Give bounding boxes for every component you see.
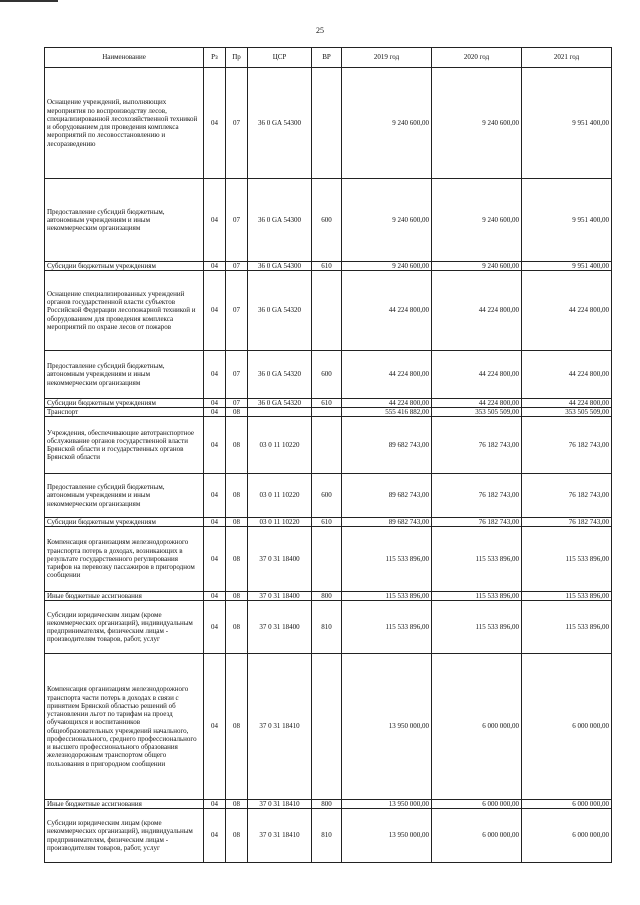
- row-csr: 03 0 11 10220: [248, 518, 312, 527]
- top-rule: [0, 0, 58, 2]
- row-vr: 610: [312, 399, 342, 408]
- row-2020: 44 224 800,00: [432, 399, 522, 408]
- header-2021: 2021 год: [522, 48, 612, 68]
- row-pr: 07: [226, 179, 248, 262]
- row-pr: 07: [226, 68, 248, 179]
- row-vr: 610: [312, 262, 342, 271]
- row-2021: 6 000 000,00: [522, 800, 612, 809]
- row-2020: 6 000 000,00: [432, 800, 522, 809]
- header-2019: 2019 год: [342, 48, 432, 68]
- row-name: Субсидии бюджетным учреждениям: [45, 262, 204, 271]
- row-2021: 353 505 509,00: [522, 408, 612, 417]
- row-vr: 810: [312, 809, 342, 863]
- row-csr: [248, 408, 312, 417]
- row-csr: 36 0 GA 54320: [248, 399, 312, 408]
- row-2021: 44 224 800,00: [522, 271, 612, 351]
- row-vr: [312, 654, 342, 800]
- row-pr: 08: [226, 592, 248, 601]
- row-2019: 89 682 743,00: [342, 417, 432, 474]
- row-rz: 04: [204, 179, 226, 262]
- row-pr: 08: [226, 800, 248, 809]
- row-2020: 6 000 000,00: [432, 809, 522, 863]
- row-2021: 76 182 743,00: [522, 518, 612, 527]
- row-2021: 44 224 800,00: [522, 351, 612, 399]
- row-name: Транспорт: [45, 408, 204, 417]
- row-2019: 44 224 800,00: [342, 351, 432, 399]
- table-row: [45, 800, 612, 809]
- row-pr: 08: [226, 417, 248, 474]
- row-2019: 115 533 896,00: [342, 592, 432, 601]
- row-csr: 36 0 GA 54300: [248, 179, 312, 262]
- table-row: [45, 654, 612, 800]
- budget-table: [44, 47, 612, 863]
- row-name: Предоставление субсидий бюджетным, автономным учреждениям и иным некоммерческим организациям: [45, 179, 204, 262]
- table-row: [45, 417, 612, 474]
- row-2019: 115 533 896,00: [342, 527, 432, 592]
- table-row: [45, 179, 612, 262]
- table-row: [45, 399, 612, 408]
- row-vr: [312, 68, 342, 179]
- row-2020: 115 533 896,00: [432, 601, 522, 654]
- row-csr: 37 0 31 18410: [248, 800, 312, 809]
- row-vr: 810: [312, 601, 342, 654]
- row-rz: 04: [204, 527, 226, 592]
- row-csr: 36 0 GA 54320: [248, 271, 312, 351]
- row-rz: 04: [204, 601, 226, 654]
- row-vr: [312, 527, 342, 592]
- row-vr: 800: [312, 592, 342, 601]
- row-rz: 04: [204, 68, 226, 179]
- row-2020: 9 240 600,00: [432, 179, 522, 262]
- row-2021: 44 224 800,00: [522, 399, 612, 408]
- row-2021: 115 533 896,00: [522, 592, 612, 601]
- row-rz: 04: [204, 262, 226, 271]
- row-name: Субсидии юридическим лицам (кроме некоммерческих организаций), индивидуальным предпринимателям, физическим лицам - производителям товаров, работ, услуг: [45, 809, 204, 863]
- row-2019: 9 240 600,00: [342, 262, 432, 271]
- row-2019: 13 950 000,00: [342, 809, 432, 863]
- row-2021: 76 182 743,00: [522, 474, 612, 518]
- row-2020: 76 182 743,00: [432, 474, 522, 518]
- row-name: Учреждения, обеспечивающие автотранспортное обслуживание органов государственной власти Брянской области и государственных органов Брянской области: [45, 417, 204, 474]
- table-row: [45, 262, 612, 271]
- row-rz: 04: [204, 800, 226, 809]
- row-pr: 07: [226, 262, 248, 271]
- row-rz: 04: [204, 271, 226, 351]
- table-row: [45, 271, 612, 351]
- row-name: Иные бюджетные ассигнования: [45, 592, 204, 601]
- row-2019: 89 682 743,00: [342, 518, 432, 527]
- row-2020: 115 533 896,00: [432, 527, 522, 592]
- row-2020: 9 240 600,00: [432, 68, 522, 179]
- row-2020: 76 182 743,00: [432, 417, 522, 474]
- row-pr: 08: [226, 518, 248, 527]
- row-name: Оснащение специализированных учреждений органов государственной власти субъектов Российской Федерации лесопожарной техникой и оборудованием для проведения комплекса мероприятий по охране лесов от пожаров: [45, 271, 204, 351]
- row-name: Субсидии бюджетным учреждениям: [45, 399, 204, 408]
- row-2019: 44 224 800,00: [342, 271, 432, 351]
- row-name: Компенсация организациям железнодорожного транспорта потерь в доходах, возникающих в результате государственного регулирования тарифов на перевозку пассажиров в пригородном сообщении: [45, 527, 204, 592]
- table-row: [45, 809, 612, 863]
- row-vr: [312, 417, 342, 474]
- row-name: Предоставление субсидий бюджетным, автономным учреждениям и иным некоммерческим организациям: [45, 351, 204, 399]
- row-pr: 07: [226, 271, 248, 351]
- row-pr: 07: [226, 351, 248, 399]
- row-csr: 37 0 31 18400: [248, 601, 312, 654]
- row-name: Субсидии юридическим лицам (кроме некоммерческих организаций), индивидуальным предпринимателям, физическим лицам - производителям товаров, работ, услуг: [45, 601, 204, 654]
- row-csr: 03 0 11 10220: [248, 474, 312, 518]
- row-2020: 9 240 600,00: [432, 262, 522, 271]
- row-csr: 03 0 11 10220: [248, 417, 312, 474]
- row-2019: 89 682 743,00: [342, 474, 432, 518]
- row-csr: 36 0 GA 54320: [248, 351, 312, 399]
- row-rz: 04: [204, 654, 226, 800]
- row-vr: 600: [312, 474, 342, 518]
- table-row: [45, 527, 612, 592]
- header-row: [45, 48, 612, 68]
- header-name: Наименование: [45, 48, 204, 68]
- row-2021: 6 000 000,00: [522, 654, 612, 800]
- table-row: [45, 474, 612, 518]
- row-2020: 6 000 000,00: [432, 654, 522, 800]
- row-2019: 115 533 896,00: [342, 601, 432, 654]
- row-rz: 04: [204, 417, 226, 474]
- row-vr: [312, 408, 342, 417]
- row-2020: 353 505 509,00: [432, 408, 522, 417]
- row-name: Оснащение учреждений, выполняющих мероприятия по воспроизводству лесов, специализированной лесохозяйственной техникой и оборудованием для проведения комплекса мероприятий по лесовосстановлению и лесоразведению: [45, 68, 204, 179]
- row-csr: 37 0 31 18410: [248, 809, 312, 863]
- row-rz: 04: [204, 809, 226, 863]
- header-vr: ВР: [312, 48, 342, 68]
- row-2021: 9 951 400,00: [522, 179, 612, 262]
- row-vr: [312, 271, 342, 351]
- row-name: Компенсация организациям железнодорожного транспорта части потерь в доходах в связи с принятием Брянской областью решений об установлении льгот по тарифам на проезд обучающихся и воспитанников общеобразовательных учреждений начального, профессионального, среднего профессионального и высшего профессионального образования железнодорожным транспортом общего пользования в пригородном сообщении: [45, 654, 204, 800]
- row-2021: 115 533 896,00: [522, 601, 612, 654]
- row-pr: 07: [226, 399, 248, 408]
- row-rz: 04: [204, 399, 226, 408]
- row-2019: 555 416 882,00: [342, 408, 432, 417]
- row-2021: 9 951 400,00: [522, 68, 612, 179]
- row-vr: 610: [312, 518, 342, 527]
- page-number: 25: [316, 26, 324, 35]
- row-rz: 04: [204, 474, 226, 518]
- row-pr: 08: [226, 601, 248, 654]
- table-row: [45, 68, 612, 179]
- row-2019: 44 224 800,00: [342, 399, 432, 408]
- table-row: [45, 408, 612, 417]
- row-vr: 600: [312, 179, 342, 262]
- row-csr: 37 0 31 18400: [248, 592, 312, 601]
- header-2020: 2020 год: [432, 48, 522, 68]
- row-2020: 44 224 800,00: [432, 271, 522, 351]
- row-rz: 04: [204, 518, 226, 527]
- row-2020: 115 533 896,00: [432, 592, 522, 601]
- row-rz: 04: [204, 351, 226, 399]
- row-csr: 36 0 GA 54300: [248, 68, 312, 179]
- row-vr: 600: [312, 351, 342, 399]
- row-pr: 08: [226, 527, 248, 592]
- row-pr: 08: [226, 809, 248, 863]
- row-pr: 08: [226, 474, 248, 518]
- row-2019: 13 950 000,00: [342, 800, 432, 809]
- row-name: Субсидии бюджетным учреждениям: [45, 518, 204, 527]
- row-csr: 37 0 31 18410: [248, 654, 312, 800]
- row-rz: 04: [204, 408, 226, 417]
- row-csr: 37 0 31 18400: [248, 527, 312, 592]
- table-row: [45, 518, 612, 527]
- row-2019: 9 240 600,00: [342, 68, 432, 179]
- row-2019: 13 950 000,00: [342, 654, 432, 800]
- row-pr: 08: [226, 408, 248, 417]
- header-pr: Пр: [226, 48, 248, 68]
- row-csr: 36 0 GA 54300: [248, 262, 312, 271]
- row-2021: 76 182 743,00: [522, 417, 612, 474]
- row-2021: 9 951 400,00: [522, 262, 612, 271]
- row-name: Предоставление субсидий бюджетным, автономным учреждениям и иным некоммерческим организациям: [45, 474, 204, 518]
- table-row: [45, 601, 612, 654]
- row-name: Иные бюджетные ассигнования: [45, 800, 204, 809]
- table-row: [45, 592, 612, 601]
- row-pr: 08: [226, 654, 248, 800]
- row-2021: 6 000 000,00: [522, 809, 612, 863]
- row-2019: 9 240 600,00: [342, 179, 432, 262]
- table-row: [45, 351, 612, 399]
- header-rz: Рз: [204, 48, 226, 68]
- row-2020: 76 182 743,00: [432, 518, 522, 527]
- header-csr: ЦСР: [248, 48, 312, 68]
- row-2020: 44 224 800,00: [432, 351, 522, 399]
- row-vr: 800: [312, 800, 342, 809]
- row-rz: 04: [204, 592, 226, 601]
- row-2021: 115 533 896,00: [522, 527, 612, 592]
